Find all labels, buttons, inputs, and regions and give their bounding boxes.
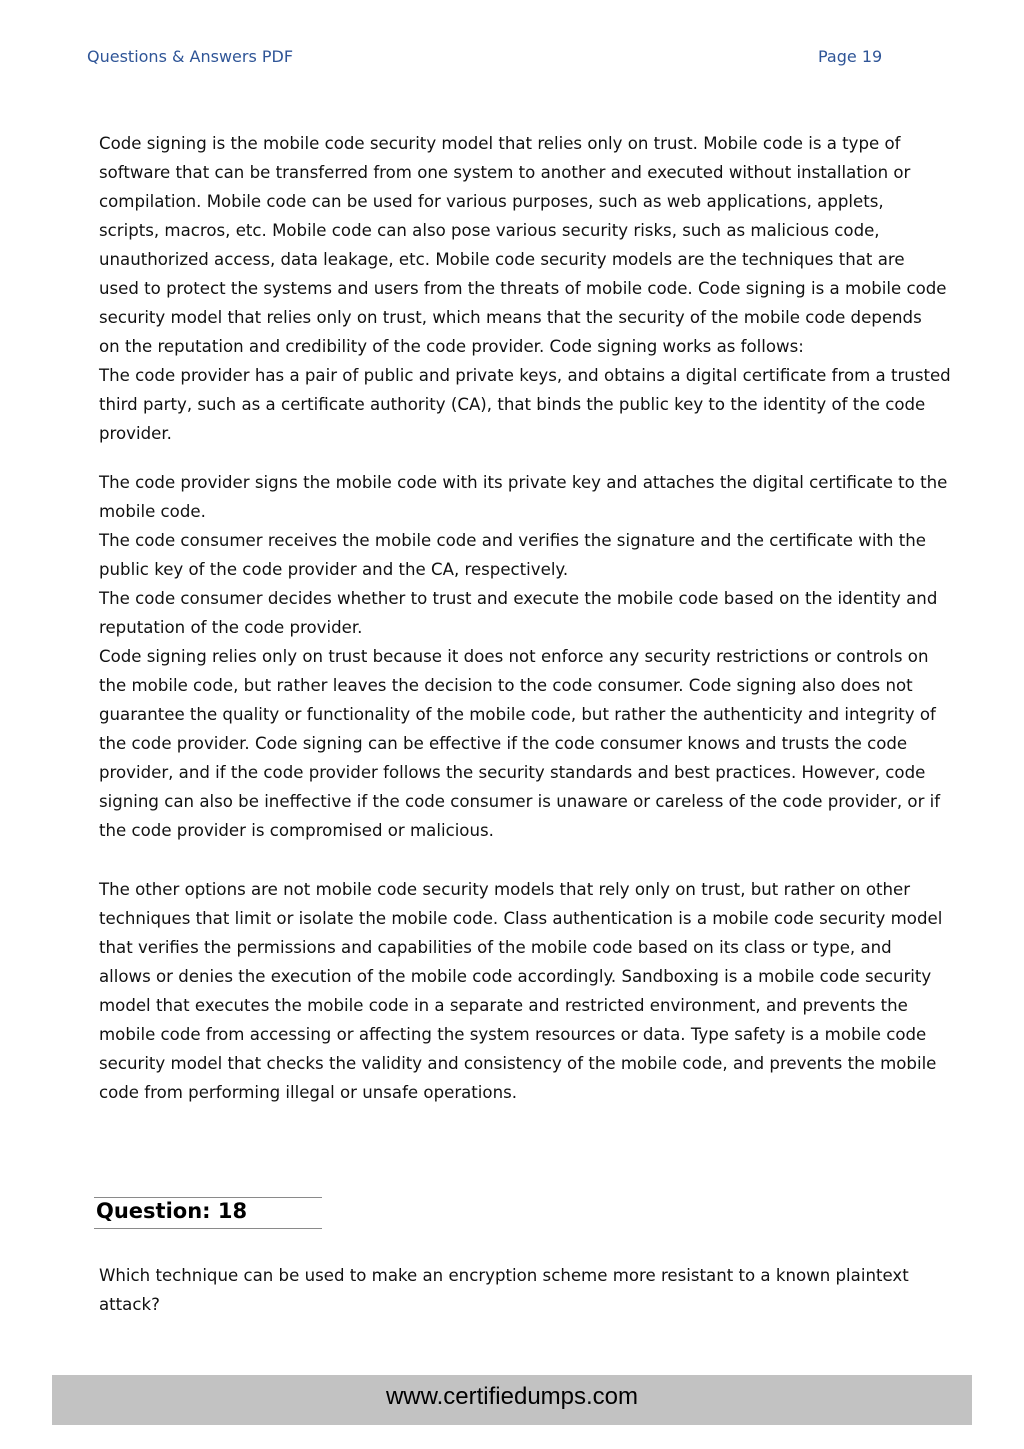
text-line: guarantee the quality or functionality of the mobile code, but rather the authenticity and integrity of	[99, 705, 936, 724]
text-line: attack?	[99, 1295, 160, 1314]
text-line: Code signing relies only on trust because it does not enforce any security restrictions or controls on	[99, 647, 929, 666]
text-line: Code signing is the mobile code security model that relies only on trust. Mobile code is a type of	[99, 134, 901, 153]
text-line: compilation. Mobile code can be used for various purposes, such as web applications, applets,	[99, 192, 884, 211]
text-line: Which technique can be used to make an encryption scheme more resistant to a known plaintext	[99, 1266, 909, 1285]
text-line: security model that relies only on trust, which means that the security of the mobile code depends	[99, 308, 922, 327]
question-title: Question: 18	[96, 1199, 248, 1223]
text-line: code from performing illegal or unsafe operations.	[99, 1083, 518, 1102]
text-line: the code provider is compromised or malicious.	[99, 821, 494, 840]
text-line: the mobile code, but rather leaves the decision to the code consumer. Code signing also does not	[99, 676, 913, 695]
text-line: scripts, macros, etc. Mobile code can also pose various security risks, such as malicious code,	[99, 221, 880, 240]
text-line: The code consumer decides whether to trust and execute the mobile code based on the identity and	[99, 589, 938, 608]
text-line: The code consumer receives the mobile code and verifies the signature and the certificate with the	[99, 531, 926, 550]
text-line: techniques that limit or isolate the mobile code. Class authentication is a mobile code security model	[99, 909, 943, 928]
footer-url: www.certifiedumps.com	[385, 1383, 639, 1410]
footer-bar	[52, 1375, 972, 1425]
text-line: third party, such as a certificate authority (CA), that binds the public key to the identity of the code	[99, 395, 926, 414]
text-line: software that can be transferred from one system to another and executed without installation or	[99, 163, 911, 182]
text-line: signing can also be ineffective if the code consumer is unaware or careless of the code provider, or if	[99, 792, 941, 811]
text-line: public key of the code provider and the CA, respectively.	[99, 560, 569, 579]
text-line: used to protect the systems and users from the threats of mobile code. Code signing is a mobile code	[99, 279, 947, 298]
text-line: The code provider has a pair of public and private keys, and obtains a digital certificate from a trusted	[99, 366, 951, 385]
page-number: Page 19	[818, 47, 883, 66]
text-line: on the reputation and credibility of the code provider. Code signing works as follows:	[99, 337, 804, 356]
text-line: mobile code.	[99, 502, 206, 521]
question-text	[99, 1261, 979, 1319]
text-line: The other options are not mobile code security models that rely only on trust, but rather on other	[99, 880, 911, 899]
text-line: reputation of the code provider.	[99, 618, 363, 637]
explanation-paragraph-3	[99, 875, 979, 1107]
text-line: security model that checks the validity and consistency of the mobile code, and prevents the mobile	[99, 1054, 937, 1073]
text-line: provider, and if the code provider follows the security standards and best practices. However, code	[99, 763, 926, 782]
text-line: unauthorized access, data leakage, etc. Mobile code security models are the techniques that are	[99, 250, 905, 269]
question-heading-box	[94, 1197, 322, 1229]
text-line: The code provider signs the mobile code with its private key and attaches the digital certificate to the	[99, 473, 948, 492]
text-line: the code provider. Code signing can be effective if the code consumer knows and trusts the code	[99, 734, 908, 753]
text-line: model that executes the mobile code in a separate and restricted environment, and prevents the	[99, 996, 908, 1015]
explanation-paragraph-2	[99, 468, 979, 845]
explanation-paragraph-1	[99, 129, 979, 448]
text-line: provider.	[99, 424, 172, 443]
text-line: allows or denies the execution of the mobile code accordingly. Sandboxing is a mobile code security	[99, 967, 932, 986]
text-line: that verifies the permissions and capabilities of the mobile code based on its class or type, and	[99, 938, 892, 957]
header-title: Questions & Answers PDF	[87, 47, 294, 66]
text-line: mobile code from accessing or affecting the system resources or data. Type safety is a mobile code	[99, 1025, 927, 1044]
